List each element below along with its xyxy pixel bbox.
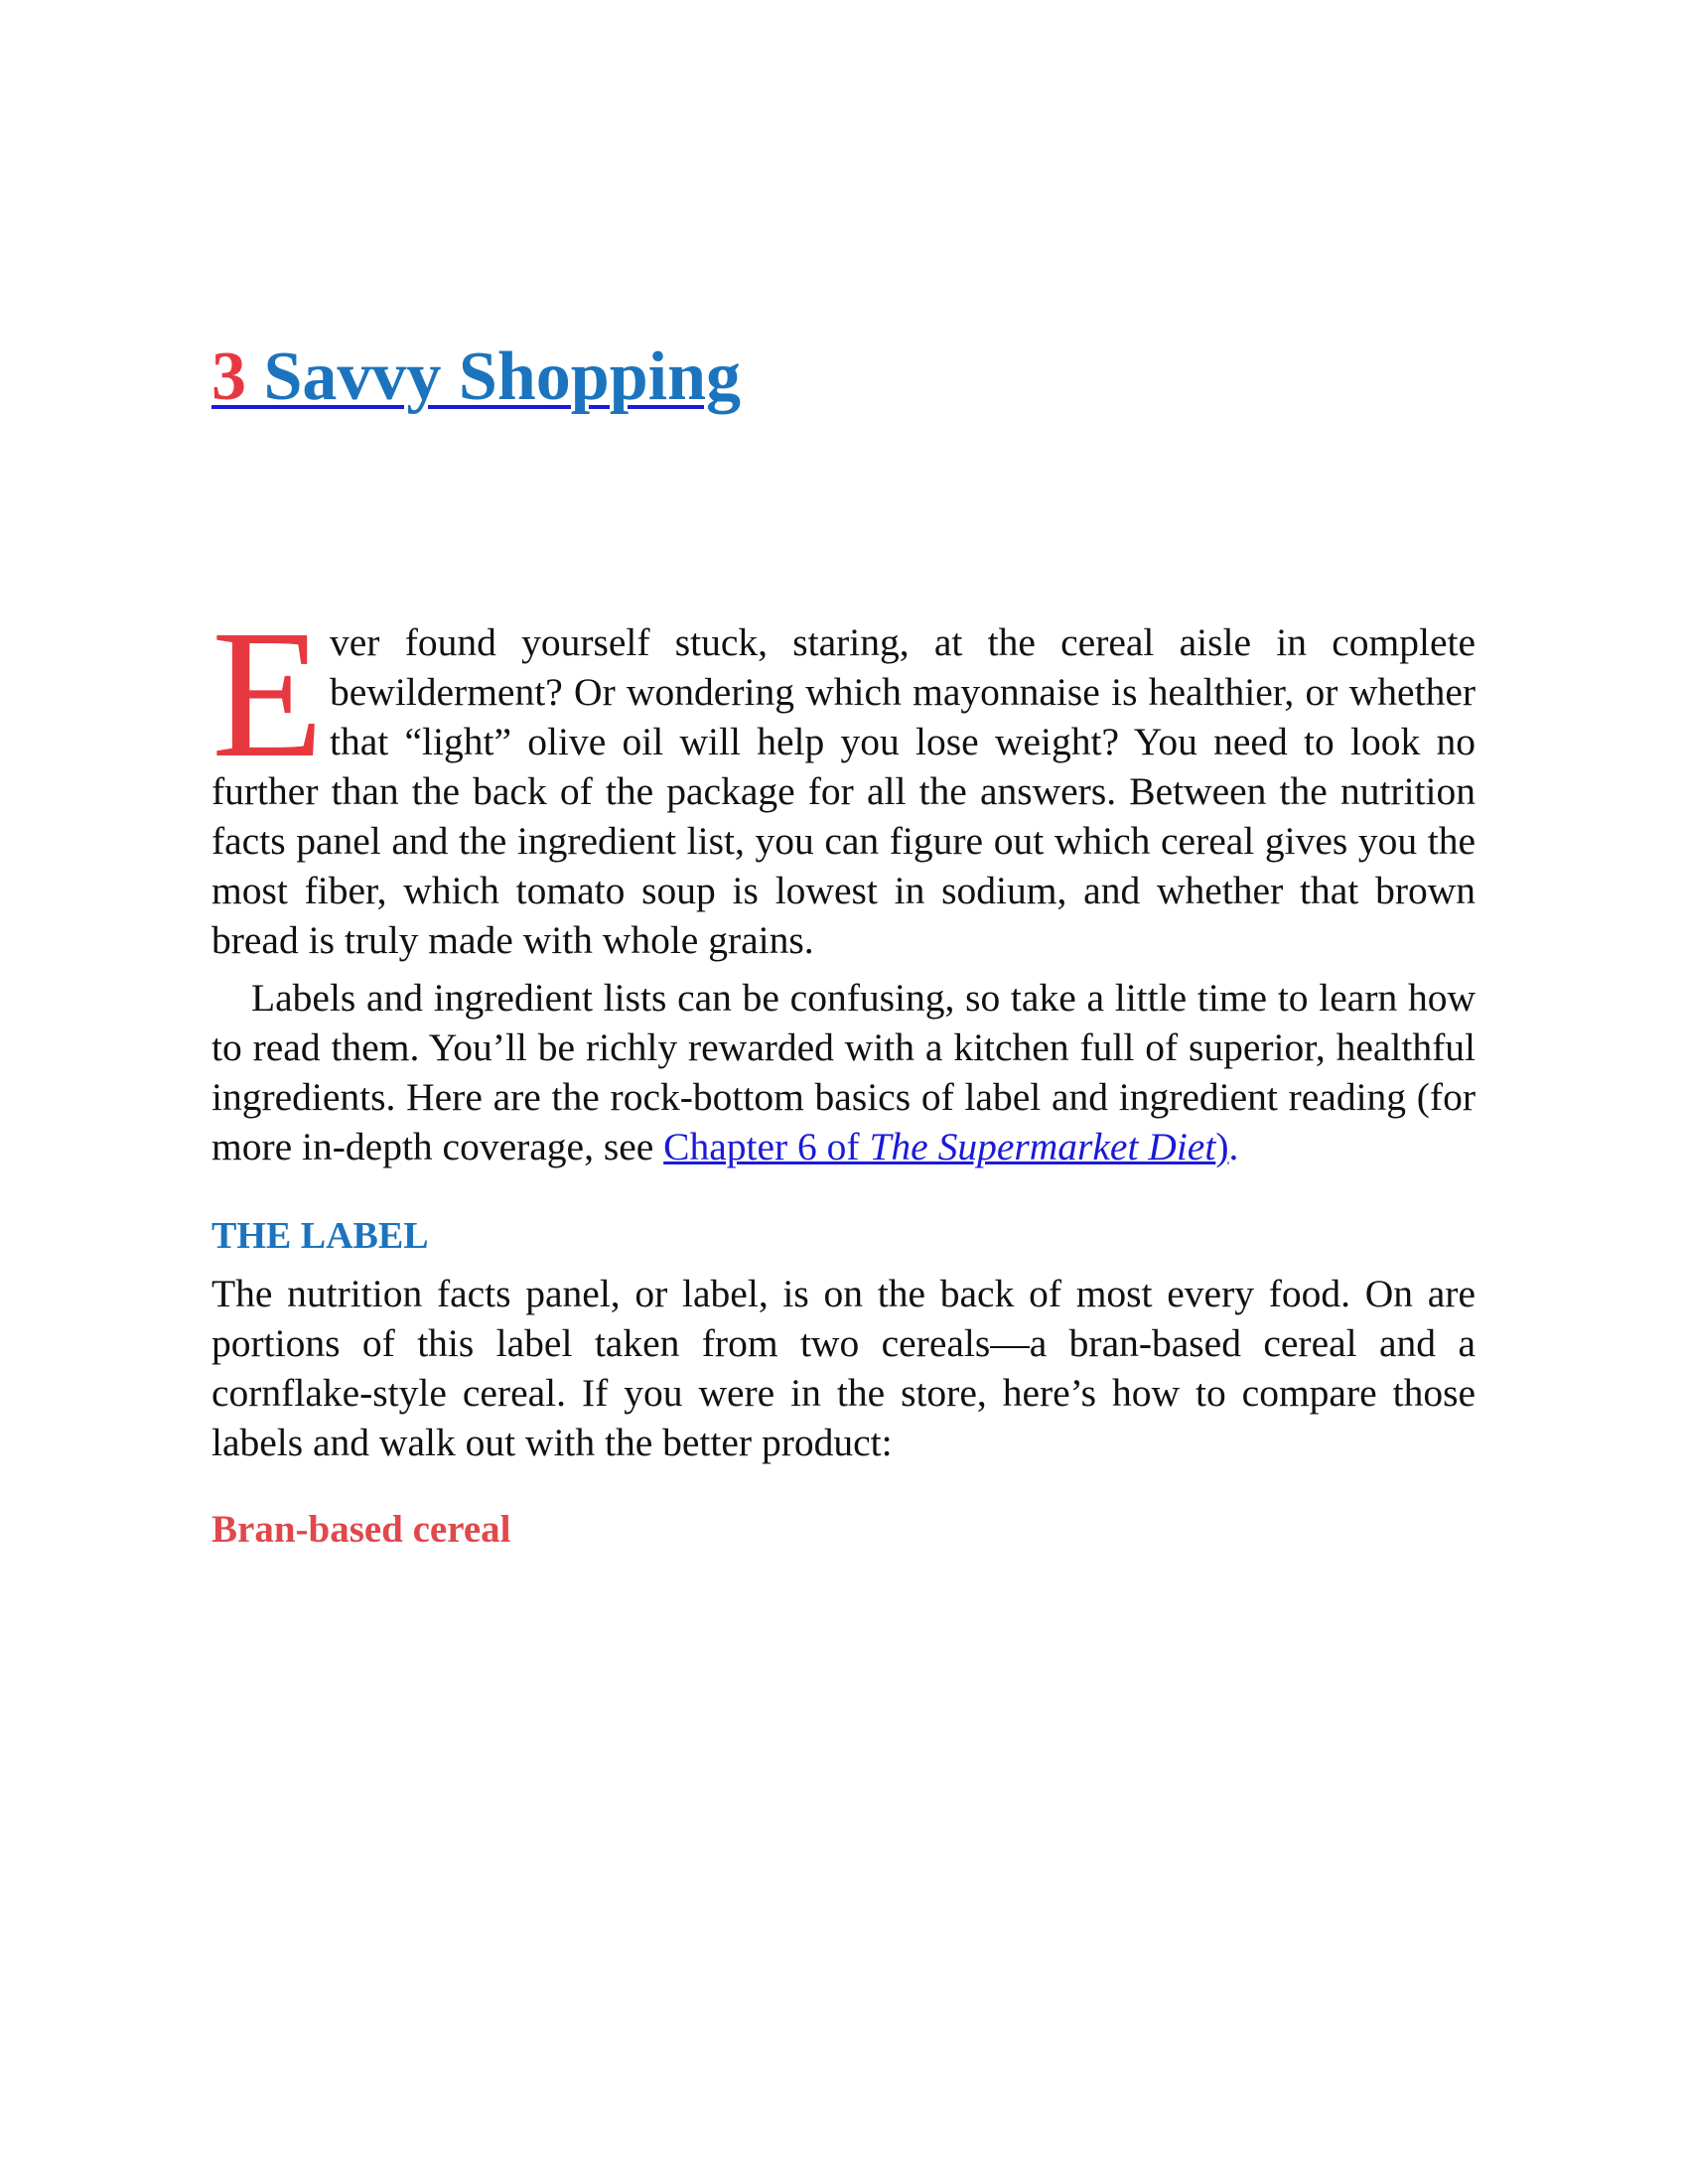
second-paragraph	[211, 973, 1476, 1171]
chapter-title[interactable]	[211, 339, 742, 415]
second-paragraph-text: Labels and ingredient lists can be confusing, so take a little time to learn how to read them. You’ll be richly rewarded with a kitchen full of superior, healthful ingredients. Here are the rock-bottom basics of label and ingredient reading (for more in-depth coverage, see	[211, 976, 1476, 1168]
body-text	[211, 593, 1476, 1555]
label-paragraph: The nutrition facts panel, or label, is on the back of most every food. On are portions of this label taken from two cereals—a bran-based cereal and a cornflake-style cereal. If you were in the store, here’s how to compare those labels and walk out with the better product:	[211, 1272, 1476, 1464]
paragraph-period: .	[1228, 1125, 1239, 1168]
chapter-name: Savvy Shopping	[263, 339, 742, 415]
link-suffix: )	[1215, 1125, 1229, 1168]
intro-text: ver found yourself stuck, staring, at the cereal aisle in complete bewilderment? Or wondering which mayonnaise is healthier, or whether that “light” olive oil will help you lose weight? You need to look no further than the back of the package for all the answers. Between the nutrition facts panel and the ingredient list, you can figure out which cereal gives you the most fiber, which tomato soup is lowest in sodium, and whether that brown bread is truly made with whole grains.	[211, 620, 1476, 962]
subheading-bran-cereal: Bran-based cereal	[211, 1508, 511, 1551]
section-heading-label: THE LABEL	[211, 1215, 429, 1257]
intro-paragraph	[211, 593, 1476, 965]
page	[211, 0, 1476, 2184]
chapter-6-link[interactable]	[663, 1125, 1228, 1168]
link-book-title: The Supermarket Diet	[869, 1125, 1216, 1168]
chapter-number: 3	[211, 339, 246, 415]
link-prefix: Chapter 6 of	[663, 1125, 870, 1168]
drop-cap: E	[211, 593, 325, 796]
